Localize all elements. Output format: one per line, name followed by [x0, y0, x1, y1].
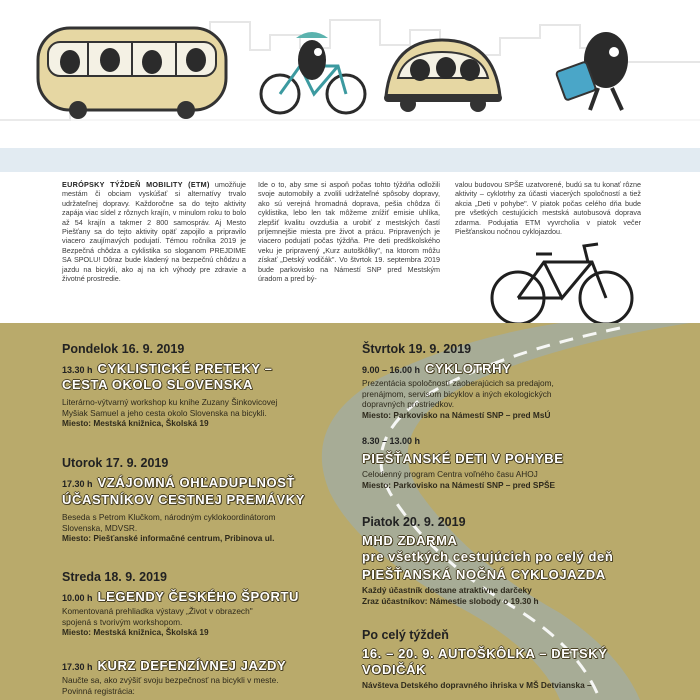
- event-title-legends: 10.00 h LEGENDY ČESKÉHO ŠPORTU: [62, 589, 300, 604]
- event-desc-wednesday: Komentovaná prehliadka výstavy „Život v obrazech" spojená s tvorivým workshopom. Miesto: Mestská knižnica, Školská 19: [62, 606, 253, 637]
- event-time: 13.30 h: [62, 365, 93, 375]
- event-title-cycling-race: 13.30 h CYKLISTICKÉ PRETEKY –: [62, 361, 273, 376]
- intro-column-3: [455, 180, 641, 236]
- event-desc-friday: Každý účastník dostane atraktívne darčeky Zraz účastníkov: Námestie slobody o 19.30 h: [362, 585, 539, 606]
- day-whole-week: Po celý týždeň: [362, 628, 449, 642]
- city-transport-illustration: [0, 0, 700, 148]
- day-friday: Piatok 20. 9. 2019: [362, 515, 466, 529]
- event-desc-week: Návšteva Detského dopravného ihriska v MŠ Detvianska –: [362, 680, 592, 690]
- day-thursday: Štvrtok 19. 9. 2019: [362, 342, 472, 356]
- event-title-kids-in-motion: PIEŠŤANSKÉ DETI V POHYBE: [362, 451, 564, 466]
- event-subtitle-free-transport: pre všetkých cestujúcich po celý deň: [362, 549, 614, 564]
- pedestrian-icon: [556, 32, 628, 110]
- hero-illustration: [0, 0, 700, 148]
- event-time-kids: 8.30 – 13.00 h: [362, 436, 421, 446]
- day-tuesday: Utorok 17. 9. 2019: [62, 456, 169, 470]
- event-desc-defensive-riding: Naučte sa, ako zvýšiť svoju bezpečnosť na bicykli v meste. Povinná registrácia:: [62, 675, 279, 696]
- event-title-bike-market: 9.00 – 16.00 h CYKLOTRHY: [362, 361, 512, 376]
- day-wednesday: Streda 18. 9. 2019: [62, 570, 167, 584]
- intro-text-3: valou budovou SPŠE uzatvorené, budú sa tu konať rôzne aktivity – cyklotrhy za účasti viacerých spoločností a tiež akcia „Deti v pohybe". V piatok počas celého dňa bude pre všetkých cestujúcich mestská autobusová doprava zdarma. Podujatia ETM vyvrcholia v piatok večer Piešťanskou nočnou cyklojazdou.: [455, 180, 641, 237]
- light-blue-band: [0, 148, 700, 172]
- event-title-defensive-riding: 17.30 h KURZ DEFENZÍVNEJ JAZDY: [62, 658, 287, 673]
- cyclist-icon: [261, 32, 365, 113]
- intro-text-2: Ide o to, aby sme si aspoň počas tohto týždňa odložili svoje automobily a zvolili udržateľné spôsoby dopravy, ako sú verejná hromadná doprava, pešia chôdza či cyklistika, lebo len tak môžeme znížiť emisie uhlíka, zlepšiť kvalitu ovzdušia a urobiť z mestských častí príjemnejšie miesta pre život a prácu. Pripravených je viacero podujatí počas týždňa. Pre deti predškolského veku je pripravený „Kurz autoškôlky", na ktorom môžu získať „Detský vodičák". Vo štvrtok 19. septembra 2019 bude parkovisko na Námestí SNP pred Mestským úradom a pred bý-: [258, 180, 440, 284]
- car-icon: [384, 40, 502, 112]
- event-title-night-ride: PIEŠŤANSKÁ NOČNÁ CYKLOJAZDA: [362, 567, 606, 582]
- bicycle-icon: [488, 236, 638, 332]
- intro-lead: EURÓPSKY TÝŽDEŇ MOBILITY (ETM): [62, 180, 210, 189]
- event-title-cycling-race-line2: CESTA OKOLO SLOVENSKA: [62, 377, 254, 392]
- event-title-free-transport: MHD ZDARMA: [362, 533, 458, 548]
- event-title-driving-school-line2: VODIČÁK: [362, 662, 427, 677]
- event-title-traffic-line2: ÚČASTNÍKOV CESTNEJ PREMÁVKY: [62, 492, 306, 507]
- event-desc-tuesday: Beseda s Petrom Klučkom, národným cyklokoordinátorom Slovenska, MDVSR. Miesto: Piešťanské informačné centrum, Pribinova ul.: [62, 512, 276, 543]
- intro-column-2: [258, 180, 440, 283]
- bus-icon: [38, 28, 226, 119]
- intro-column-1: [62, 180, 246, 283]
- event-desc-thursday: Prezentácia spoločností zaoberajúcich sa predajom, prenájmom, servisom bicyklov a iných ekologických dopravných prostriedkov. Miesto: Parkovisko na Námestí SNP – pred MsÚ: [362, 378, 554, 420]
- event-title-traffic: 17.30 h VZÁJOMNÁ OHĽADUPLNOSŤ: [62, 475, 296, 490]
- event-title-driving-school: 16. – 20. 9. AUTOŠKÔLKA – DETSKÝ: [362, 646, 608, 661]
- event-desc-monday: Literárno-výtvarný workshop ku knihe Zuzany Šinkovicovej Myšiak Samuel a jeho cesta okolo Slovenska na bicykli. Miesto: Mestská knižnica, Školská 19: [62, 397, 278, 428]
- day-monday: Pondelok 16. 9. 2019: [62, 342, 185, 356]
- event-desc-kids: Celodenný program Centra voľného času AHOJ Miesto: Parkovisko na Námestí SNP – pred SPŠE: [362, 469, 556, 490]
- intro-text-1: umožňuje mestám či obciam vyskúšať si alternatívy trvalo udržateľnej dopravy. Každoročne sa do tejto aktivity zapája viac sídel z rôznych krajín, v minulom roku to bolo až 54 krajín a takmer 2 800 samospráv. Aj Mesto Piešťany sa do tejto aktivity opäť zapojilo a pripravilo viacero zaujímavých podujatí. Témou ročníka 2019 je Bezpečná chôdza a cyklistika so sloganom PREJDIME SA SPOLU! Dôraz bude kladený na bezpečnú chôdzu a jazdu na bicykli, ako aj na ich výhody pre zdravie a životné prostredie.: [62, 180, 247, 284]
